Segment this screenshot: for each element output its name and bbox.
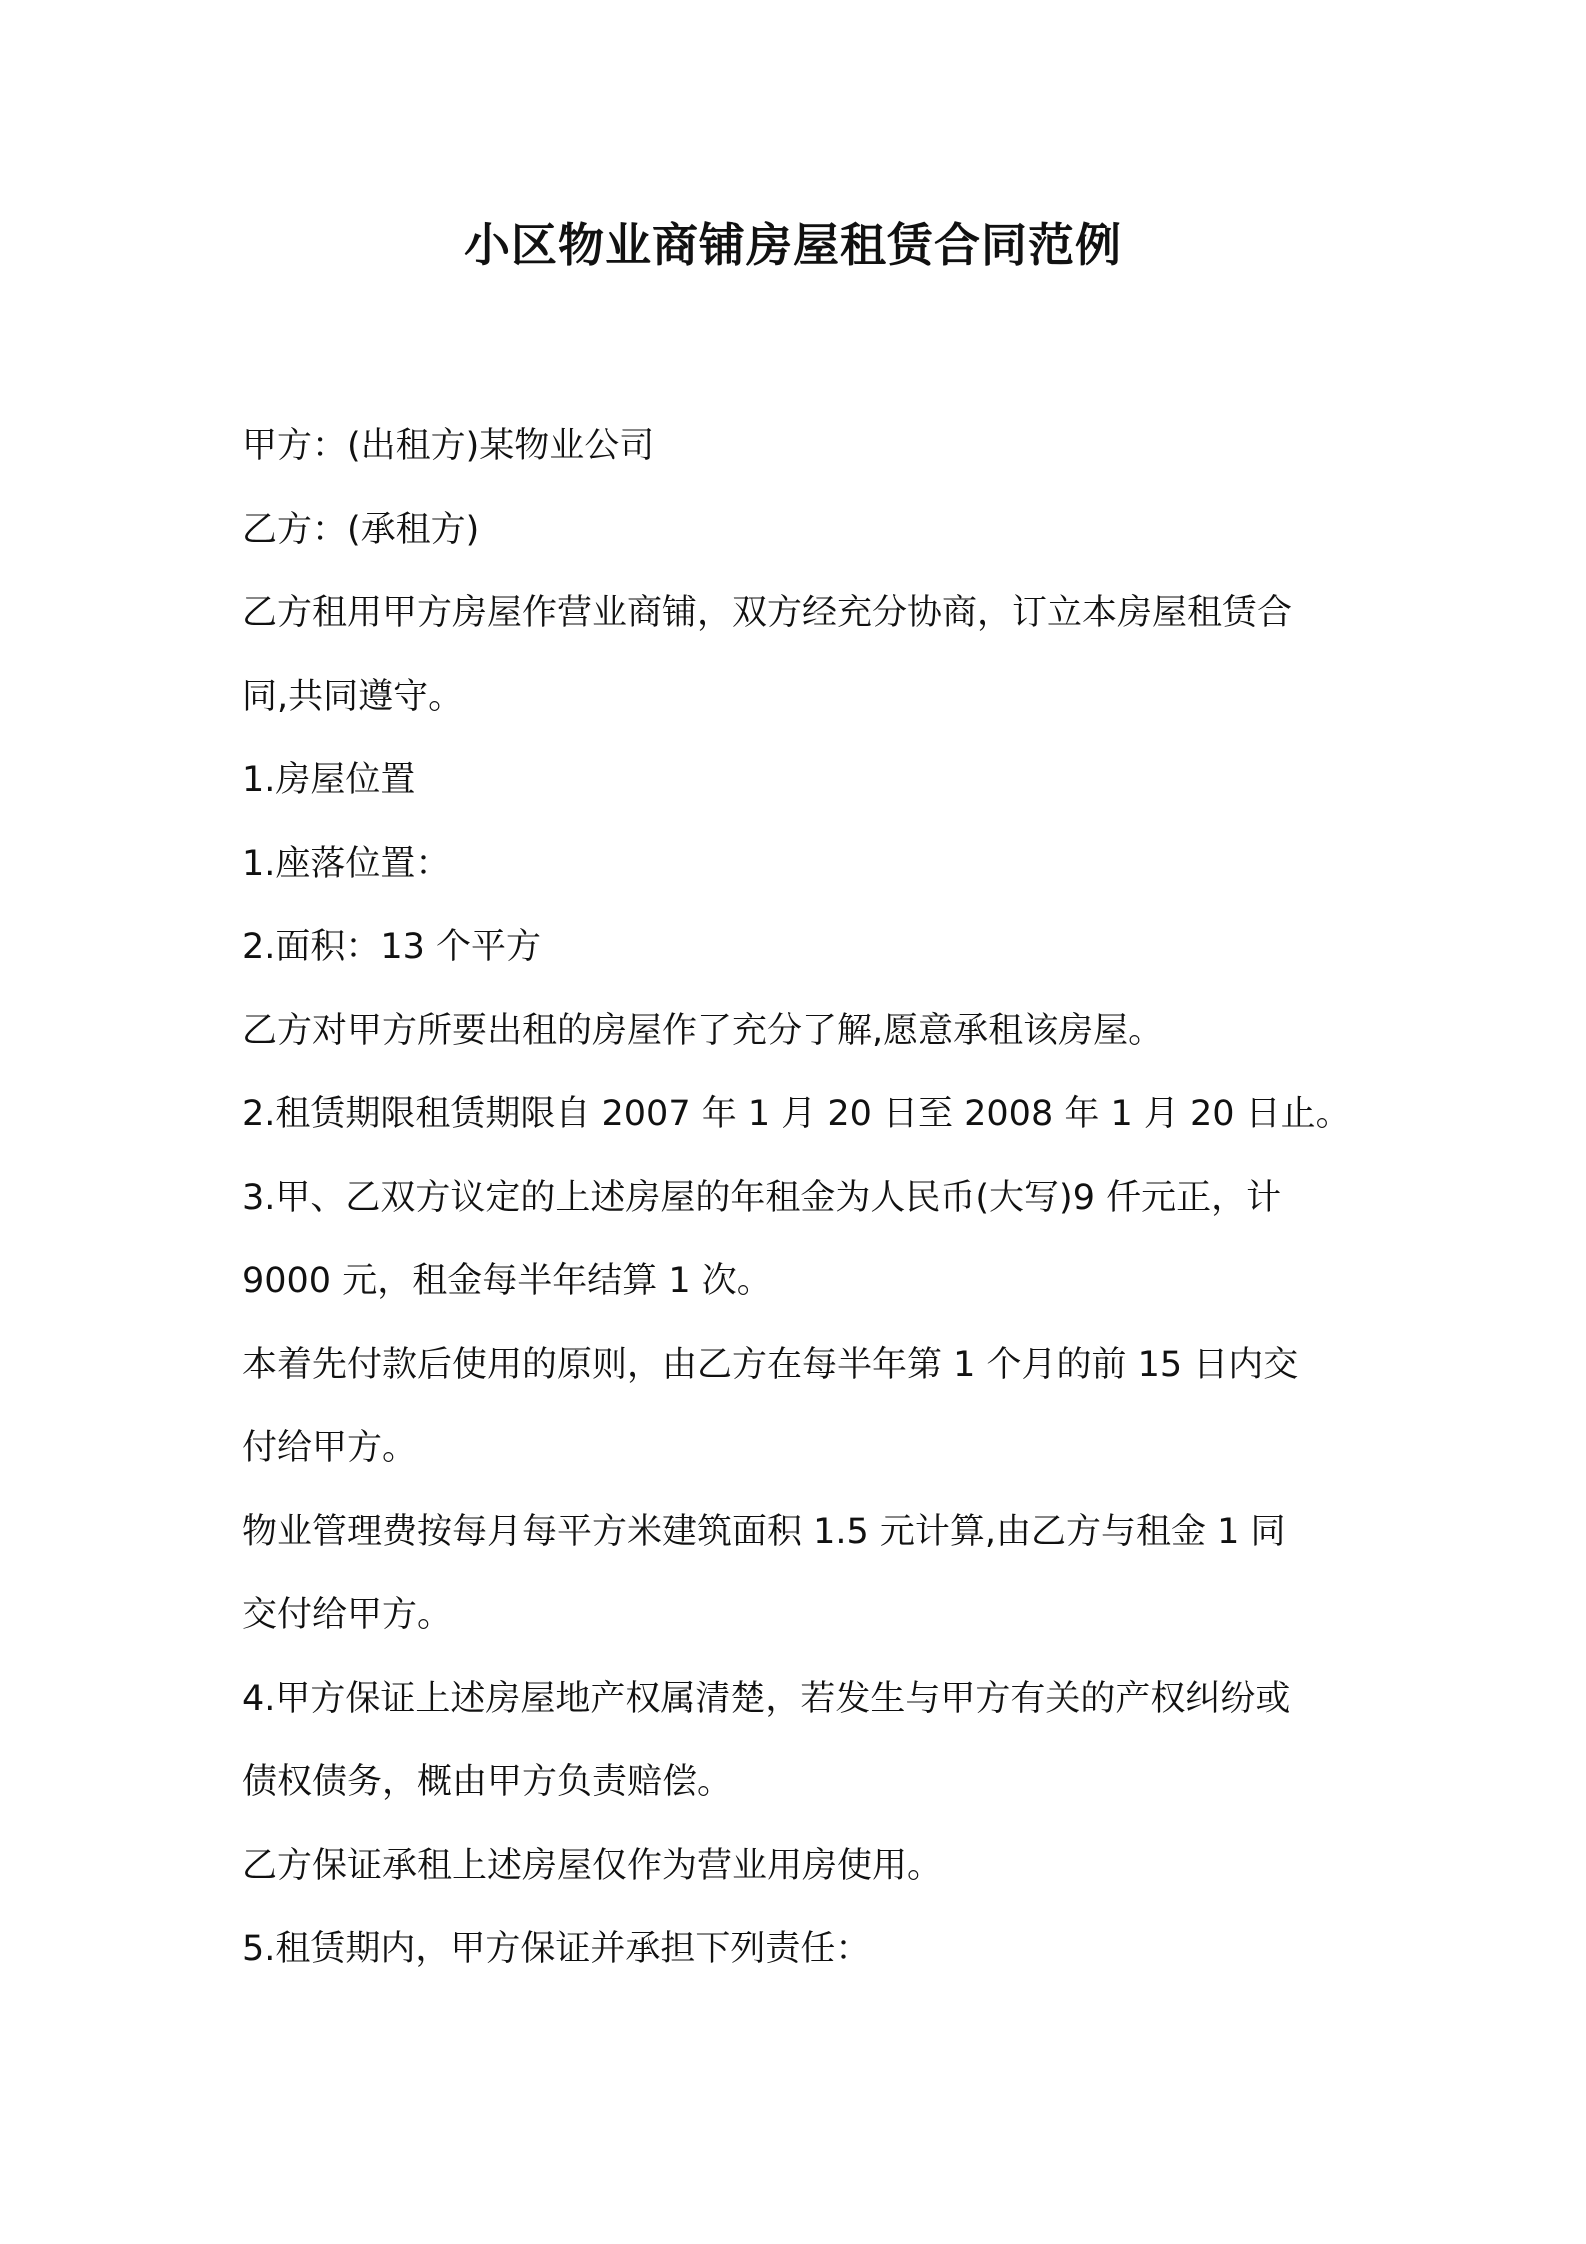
document-title: 小区物业商铺房屋租赁合同范例 bbox=[464, 218, 1122, 272]
paragraph-line: 乙方保证承租上述房屋仅作为营业用房使用。 bbox=[242, 1845, 943, 1886]
clause-line: 1.座落位置： bbox=[242, 843, 451, 884]
paragraph-line: 付给甲方。 bbox=[242, 1428, 418, 1468]
party-b-line: 乙方：(承租方) bbox=[242, 509, 480, 550]
paragraph-line: 本着先付款后使用的原则，由乙方在每半年第 1 个月的前 15 日内交 bbox=[242, 1344, 1299, 1385]
section-heading: 1.房屋位置 bbox=[242, 760, 416, 800]
clause-line: 2.租赁期限租赁期限自 2007 年 1 月 20 日至 2008 年 1 月 20 日止。 bbox=[242, 1094, 1351, 1134]
paragraph-line: 乙方租用甲方房屋作营业商铺，双方经充分协商，订立本房屋租赁合 bbox=[242, 593, 1293, 633]
paragraph-line: 物业管理费按每月每平方米建筑面积 1.5 元计算,由乙方与租金 1 同 bbox=[242, 1511, 1286, 1552]
document-body bbox=[242, 405, 1362, 1992]
paragraph-line: 同,共同遵守。 bbox=[242, 676, 464, 717]
clause-line: 9000 元，租金每半年结算 1 次。 bbox=[242, 1261, 772, 1301]
clause-line: 2.面积：13 个平方 bbox=[242, 927, 542, 967]
clause-line: 债权债务，概由甲方负责赔偿。 bbox=[242, 1762, 733, 1802]
clause-line: 4.甲方保证上述房屋地产权属清楚，若发生与甲方有关的产权纠纷或 bbox=[242, 1678, 1291, 1719]
clause-line: 3.甲、乙双方议定的上述房屋的年租金为人民币(大写)9 仟元正，计 bbox=[242, 1177, 1282, 1218]
clause-line: 5.租赁期内，甲方保证并承担下列责任： bbox=[242, 1929, 871, 1969]
paragraph-line: 乙方对甲方所要出租的房屋作了充分了解,愿意承租该房屋。 bbox=[242, 1010, 1164, 1051]
party-a-line: 甲方：(出租方)某物业公司 bbox=[242, 426, 655, 466]
paragraph-line: 交付给甲方。 bbox=[242, 1595, 453, 1635]
